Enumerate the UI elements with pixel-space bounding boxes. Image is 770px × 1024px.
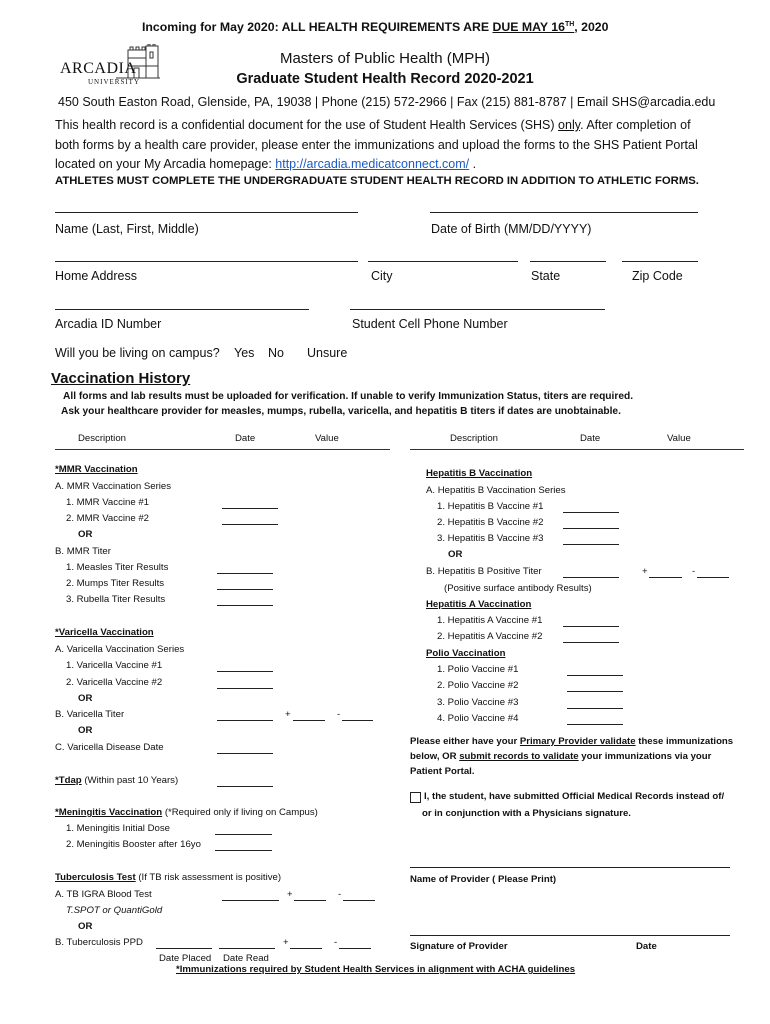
polio-vaccine-1-date[interactable] (567, 675, 623, 676)
meningitis-label (55, 807, 318, 818)
mmr-vaccine-1-date[interactable] (222, 508, 278, 509)
tb-igra-positive[interactable] (294, 900, 326, 901)
hepb-heading: Hepatitis B Vaccination (426, 468, 533, 479)
tb-ppd-positive[interactable] (290, 948, 322, 949)
city-field[interactable] (368, 261, 518, 262)
mmr-titer-label: B. MMR Titer (55, 546, 111, 557)
mmr-vaccine-2-label: 2. MMR Vaccine #2 (66, 513, 149, 524)
campus-unsure-option[interactable]: Unsure (307, 346, 348, 360)
meningitis-initial-date[interactable] (215, 834, 272, 835)
meningitis-booster-date[interactable] (215, 850, 272, 851)
tdap-label (55, 775, 178, 786)
date-read-label: Date Read (223, 953, 269, 964)
address-label: Home Address (55, 269, 137, 283)
tdap-note: (Within past 10 Years) (81, 775, 179, 786)
varicella-or-1: OR (78, 693, 93, 704)
hepb-titer-label: B. Hepatitis B Positive Titer (426, 566, 542, 577)
validate-2a: below, OR (410, 751, 460, 762)
varicella-vaccine-2-label: 2. Varicella Vaccine #2 (66, 677, 163, 688)
hepb-titer-positive[interactable] (649, 577, 682, 578)
polio-vaccine-4-date[interactable] (567, 724, 623, 725)
zip-label: Zip Code (632, 269, 683, 283)
rubella-titer-field[interactable] (217, 605, 273, 606)
footer-note: *Immunizations required by Student Health Services in alignment with ACHA guidelines (176, 964, 576, 975)
state-field[interactable] (530, 261, 606, 262)
hepb-vaccine-3-label: 3. Hepatitis B Vaccine #3 (437, 533, 544, 544)
name-label: Name (Last, First, Middle) (55, 222, 199, 236)
provider-name-field[interactable] (410, 867, 730, 868)
tb-heading: Tuberculosis Test (55, 872, 136, 883)
hepa-vaccine-1-label: 1. Hepatitis A Vaccine #1 (437, 615, 543, 626)
validate-2b: submit records to validate (459, 751, 579, 762)
provider-signature-field[interactable] (410, 935, 730, 936)
tb-ppd-minus: - (334, 937, 338, 948)
polio-vaccine-3-label: 3. Polio Vaccine #3 (437, 697, 519, 708)
tb-igra-label: A. TB IGRA Blood Test (55, 889, 152, 900)
notice-due-text: DUE MAY 16 (492, 20, 565, 34)
varicella-titer-minus: - (337, 709, 341, 720)
varicella-or-2: OR (78, 725, 93, 736)
right-col-description: Description (450, 433, 498, 444)
varicella-titer-plus: + (285, 709, 291, 720)
tb-igra-plus: + (287, 889, 293, 900)
tdap-date[interactable] (217, 786, 273, 787)
campus-question: Will you be living on campus? (55, 346, 220, 360)
hepb-vaccine-2-date[interactable] (563, 528, 619, 529)
mmr-or: OR (78, 529, 93, 540)
logo-sub: UNIVERSITY (88, 78, 140, 86)
portal-link[interactable]: http://arcadia.medicatconnect.com/ (275, 157, 470, 171)
form-subtitle: Graduate Student Health Record 2020-2021 (236, 71, 534, 87)
tb-ppd-plus: + (283, 937, 289, 948)
right-col-value: Value (667, 433, 691, 444)
varicella-vaccine-2-date[interactable] (217, 688, 273, 689)
varicella-vaccine-1-date[interactable] (217, 671, 273, 672)
left-col-value: Value (315, 433, 339, 444)
dob-label: Date of Birth (MM/DD/YYYY) (431, 222, 592, 236)
athletes-notice: ATHLETES MUST COMPLETE THE UNDERGRADUATE STUDENT HEALTH RECORD IN ADDITION TO ATHLETIC FORMS. (55, 175, 699, 187)
left-col-date: Date (235, 433, 256, 444)
validate-2c: your immunizations via your (578, 751, 712, 762)
tb-igra-negative[interactable] (343, 900, 375, 901)
validate-1c: these immunizations (635, 736, 734, 747)
name-field[interactable] (55, 212, 358, 213)
polio-vaccine-4-label: 4. Polio Vaccine #4 (437, 713, 519, 724)
rubella-titer-label: 3. Rubella Titer Results (66, 594, 166, 605)
hepa-heading: Hepatitis A Vaccination (426, 599, 532, 610)
hepb-vaccine-1-label: 1. Hepatitis B Vaccine #1 (437, 501, 544, 512)
polio-vaccine-2-date[interactable] (567, 691, 623, 692)
validate-line-3: Patient Portal. (410, 766, 475, 777)
intro-l1c: . After completion of (580, 118, 691, 132)
validate-1a: Please either have your (410, 736, 520, 747)
hepb-titer-date[interactable] (563, 577, 619, 578)
hepa-vaccine-1-date[interactable] (563, 626, 619, 627)
measles-titer-label: 1. Measles Titer Results (66, 562, 169, 573)
validate-1b: Primary Provider validate (519, 736, 636, 747)
left-col-description: Description (78, 433, 126, 444)
varicella-titer-positive[interactable] (293, 720, 325, 721)
checkbox-label-1: I, the student, have submitted Official Medical Records instead of/ (424, 791, 725, 802)
mmr-vaccine-2-date[interactable] (222, 524, 278, 525)
intro-line-3 (55, 157, 476, 171)
campus-yes-option[interactable]: Yes (234, 346, 255, 360)
mumps-titer-label: 2. Mumps Titer Results (66, 578, 165, 589)
tb-igra-types: T.SPOT or QuantiGold (66, 905, 163, 916)
address-field[interactable] (55, 261, 358, 262)
varicella-vaccine-1-label: 1. Varicella Vaccine #1 (66, 660, 163, 671)
hepb-or: OR (448, 549, 463, 560)
tb-note: (If TB risk assessment is positive) (135, 872, 282, 883)
hepb-vaccine-1-date[interactable] (563, 512, 619, 513)
hepb-titer-note: (Positive surface antibody Results) (444, 583, 592, 594)
arcadia-id-field[interactable] (55, 309, 309, 310)
vaccination-note-1: All forms and lab results must be uploaded for verification. If unable to verify Immunization Status, titers are required. (63, 391, 634, 402)
state-label: State (531, 269, 561, 283)
mmr-heading: *MMR Vaccination (55, 464, 138, 475)
measles-titer-field[interactable] (217, 573, 273, 574)
notice-suffix: , 2020 (574, 20, 609, 34)
vaccination-note-2: Ask your healthcare provider for measles, mumps, rubella, varicella, and hepatitis B titers if dates are unobtainable. (61, 406, 621, 417)
contact-line: 450 South Easton Road, Glenside, PA, 19038 | Phone (215) 572-2966 | Fax (215) 881-8787 | Email SHS@arcadia.edu (58, 95, 716, 109)
tb-ppd-date-placed[interactable] (156, 948, 212, 949)
provider-signature-label: Signature of Provider (410, 941, 508, 952)
vaccination-heading: Vaccination History (51, 370, 191, 387)
mmr-series-label: A. MMR Vaccination Series (55, 481, 172, 492)
hepb-titer-minus: - (692, 566, 696, 577)
varicella-disease-date[interactable] (217, 753, 273, 754)
right-col-date: Date (580, 433, 601, 444)
varicella-disease-label: C. Varicella Disease Date (55, 742, 164, 753)
campus-no-option[interactable]: No (268, 346, 284, 360)
tb-ppd-date-read[interactable] (219, 948, 275, 949)
medical-records-checkbox[interactable] (410, 792, 421, 803)
tb-igra-minus: - (338, 889, 342, 900)
validate-line-2 (410, 751, 711, 762)
logo-name: ARCADIA (60, 60, 137, 77)
polio-vaccine-1-label: 1. Polio Vaccine #1 (437, 664, 519, 675)
notice-sup: TH (564, 20, 575, 28)
phone-field[interactable] (350, 309, 605, 310)
varicella-series-label: A. Varicella Vaccination Series (55, 644, 185, 655)
tb-label (55, 872, 281, 883)
meningitis-heading: *Meningitis Vaccination (55, 807, 163, 818)
intro-l1a: This health record is a confidential document for the use of Student Health Services (SHS) (55, 118, 559, 132)
notice-prefix: Incoming for May 2020: ALL HEALTH REQUIREMENTS ARE (142, 20, 493, 34)
zip-field[interactable] (622, 261, 698, 262)
checkbox-label-2: or in conjunction with a Physicians signature. (422, 808, 631, 819)
form-title: Masters of Public Health (MPH) (279, 50, 491, 67)
provider-name-label: Name of Provider ( Please Print) (410, 874, 557, 885)
intro-line-2: both forms by a health care provider, please enter the immunizations and upload the forms to the SHS Patient Portal (55, 138, 698, 152)
polio-vaccine-3-date[interactable] (567, 708, 623, 709)
city-label: City (371, 269, 393, 283)
tb-igra-date[interactable] (222, 900, 279, 901)
top-notice (142, 20, 609, 34)
meningitis-booster-label: 2. Meningitis Booster after 16yo (66, 839, 201, 850)
varicella-heading: *Varicella Vaccination (55, 627, 154, 638)
validate-line-1 (410, 736, 733, 747)
tb-ppd-label: B. Tuberculosis PPD (55, 937, 143, 948)
meningitis-initial-label: 1. Meningitis Initial Dose (66, 823, 170, 834)
mumps-titer-field[interactable] (217, 589, 273, 590)
intro-only: only (558, 118, 581, 132)
date-placed-label: Date Placed (159, 953, 212, 964)
varicella-titer-label: B. Varicella Titer (55, 709, 125, 720)
varicella-titer-negative[interactable] (342, 720, 373, 721)
intro-line-1 (55, 118, 691, 132)
polio-heading: Polio Vaccination (426, 648, 506, 659)
arcadia-id-label: Arcadia ID Number (55, 317, 162, 331)
mmr-vaccine-1-label: 1. MMR Vaccine #1 (66, 497, 149, 508)
provider-date-label: Date (636, 941, 657, 952)
meningitis-note: (*Required only if living on Campus) (162, 807, 318, 818)
tb-ppd-negative[interactable] (339, 948, 371, 949)
hepb-series-label: A. Hepatitis B Vaccination Series (426, 485, 566, 496)
intro-l3b: . (469, 157, 477, 171)
tb-or: OR (78, 921, 93, 932)
hepb-titer-negative[interactable] (697, 577, 729, 578)
notice-due (493, 20, 575, 34)
varicella-titer-date[interactable] (217, 720, 273, 721)
dob-field[interactable] (430, 212, 698, 213)
hepa-vaccine-2-label: 2. Hepatitis A Vaccine #2 (437, 631, 543, 642)
hepa-vaccine-2-date[interactable] (563, 642, 619, 643)
polio-vaccine-2-label: 2. Polio Vaccine #2 (437, 680, 519, 691)
phone-label: Student Cell Phone Number (352, 317, 508, 331)
hepb-vaccine-2-label: 2. Hepatitis B Vaccine #2 (437, 517, 544, 528)
hepb-titer-plus: + (642, 566, 648, 577)
tdap-heading: *Tdap (55, 775, 82, 786)
hepb-vaccine-3-date[interactable] (563, 544, 619, 545)
intro-l3a: located on your My Arcadia homepage: (55, 157, 276, 171)
